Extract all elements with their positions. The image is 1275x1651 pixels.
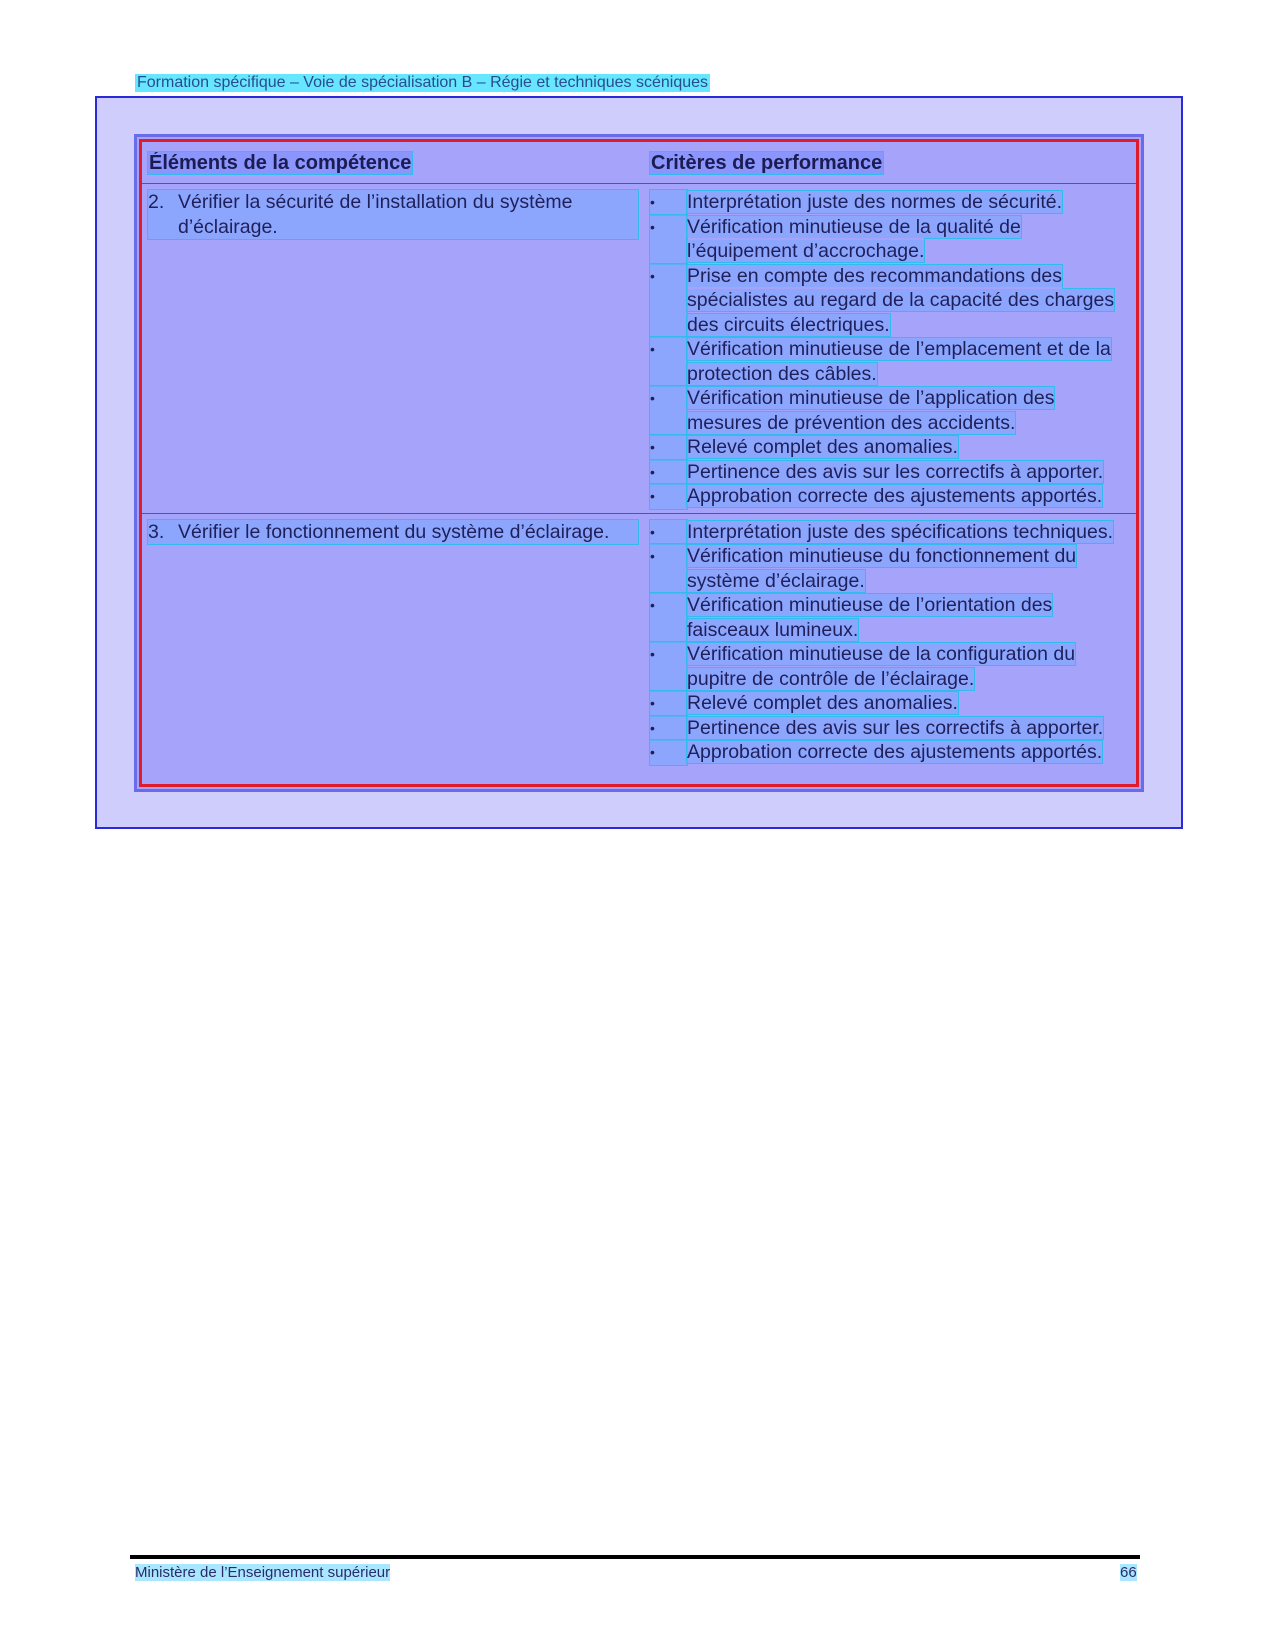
list-item: • Interprétation juste des spécifications techniques. [650, 520, 1114, 543]
criteria-cell [644, 513, 1136, 769]
bullet-icon: • [650, 484, 687, 509]
bullet-icon: • [650, 544, 687, 593]
list-item: • Vérification minutieuse du fonctionnement du système d’éclairage. [650, 545, 1077, 592]
list-item: • Approbation correcte des ajustements apportés. [650, 485, 1103, 507]
list-item: • Vérification minutieuse de l’orientation des faisceaux lumineux. [650, 594, 1053, 641]
bullet-icon: • [650, 337, 687, 386]
col-header-elements: Éléments de la compétence [142, 142, 644, 184]
bullet-icon: • [650, 716, 687, 741]
list-item: • Pertinence des avis sur les correctifs à apporter. [650, 460, 1104, 483]
list-item: • Vérification minutieuse de la configuration du pupitre de contrôle de l’éclairage. [650, 643, 1076, 690]
competence-table [142, 142, 1136, 769]
element-text: Vérifier le fonctionnement du système d’éclairage. [178, 520, 610, 543]
list-item: • Relevé complet des anomalies. [650, 436, 958, 458]
list-item: • Pertinence des avis sur les correctifs à apporter. [650, 716, 1104, 739]
page-number: 66 [1120, 1564, 1137, 1581]
bullet-icon: • [650, 642, 687, 691]
competence-table-container [134, 134, 1144, 792]
footer-rule [130, 1555, 1140, 1559]
list-item: • Interprétation juste des normes de sécurité. [650, 191, 1063, 213]
table-row [142, 513, 1136, 769]
bullet-icon: • [650, 520, 687, 545]
bullet-icon: • [650, 215, 687, 264]
element-cell [142, 513, 644, 769]
list-item: • Vérification minutieuse de l’emplacement et de la protection des câbles. [650, 338, 1111, 385]
list-item: • Approbation correcte des ajustements apportés. [650, 741, 1103, 763]
competence-table-border [139, 139, 1139, 787]
bullet-icon: • [650, 460, 687, 485]
table-row [142, 184, 1136, 514]
bullet-icon: • [650, 386, 687, 435]
element-number: 3. [148, 520, 165, 543]
bullet-icon: • [650, 264, 687, 338]
bullet-icon: • [650, 740, 687, 765]
bullet-icon: • [650, 593, 687, 642]
criteria-list [650, 190, 1130, 509]
criteria-cell [644, 184, 1136, 514]
element-text: Vérifier la sécurité de l’installation du système d’éclairage. [178, 191, 573, 238]
bullet-icon: • [650, 435, 687, 460]
bullet-icon: • [650, 691, 687, 716]
table-header-row [142, 142, 1136, 184]
bullet-icon: • [650, 190, 687, 215]
col-header-criteria: Critères de performance [644, 142, 1136, 184]
element-cell [142, 184, 644, 514]
footer-ministry: Ministère de l’Enseignement supérieur [135, 1564, 391, 1581]
list-item: • Vérification minutieuse de l’application des mesures de prévention des accidents. [650, 387, 1055, 434]
element-number: 2. [148, 191, 165, 213]
criteria-list [650, 520, 1130, 765]
list-item: • Relevé complet des anomalies. [650, 692, 958, 714]
page-header: Formation spécifique – Voie de spécialisation B – Régie et techniques scéniques [137, 74, 709, 91]
list-item: • Vérification minutieuse de la qualité de l’équipement d’accrochage. [650, 215, 1021, 262]
list-item: • Prise en compte des recommandations des spécialistes au regard de la capacité des charges des circuits électriques. [650, 264, 1115, 336]
